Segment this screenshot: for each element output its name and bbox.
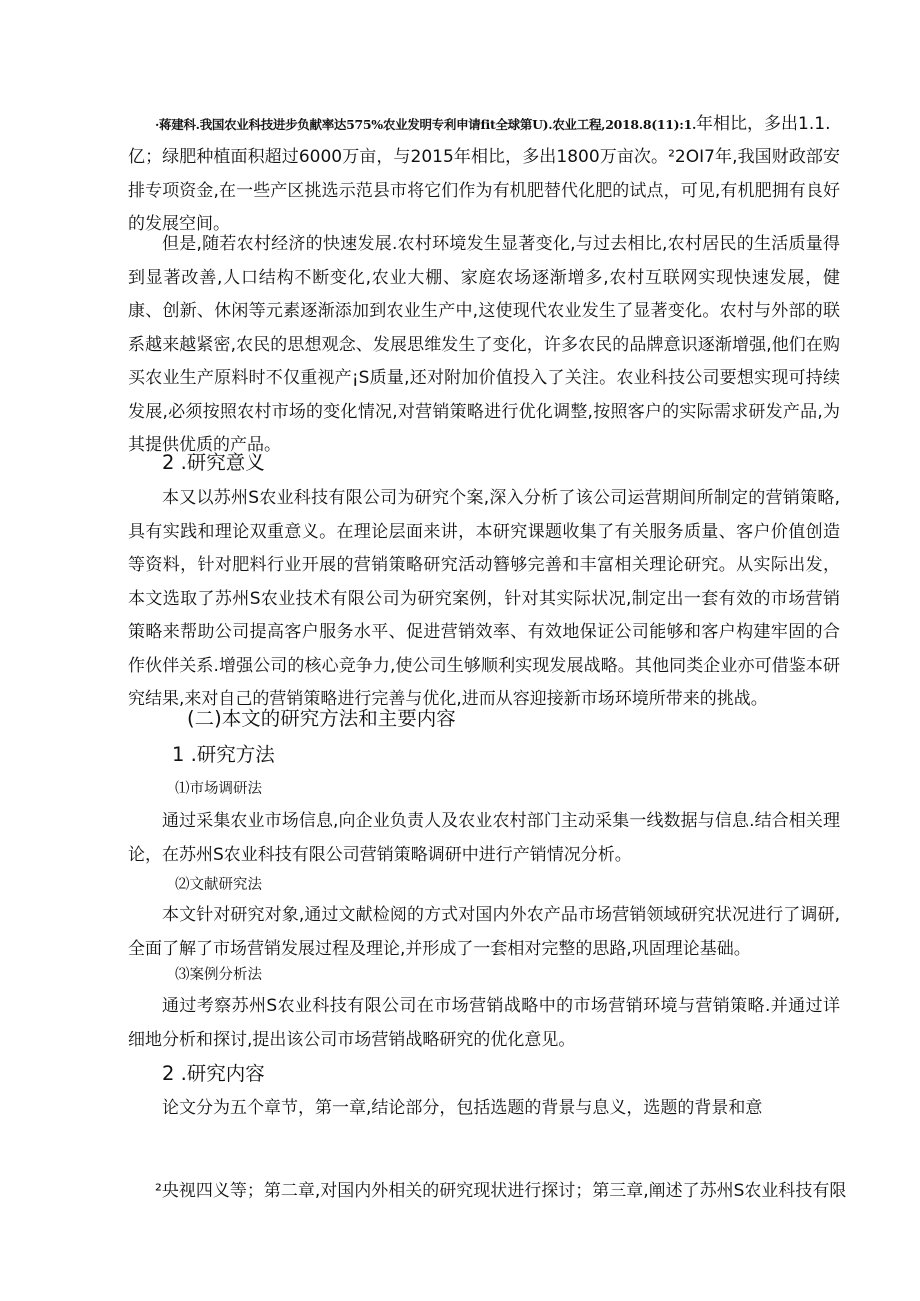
paragraph-content: 论文分为五个章节，第一章,结论部分，包括选题的背景与息义，选题的背景和意 [162, 1098, 763, 1118]
significance-section [128, 482, 840, 717]
method-1-section [128, 805, 840, 872]
method-2-text: 本文针对研究对象,通过文献检阅的方式对国内外农产品市场营销领域研究状况进行了调研,全面了解了市场营销发展过程及理论,并形成了一套相对完整的思路,巩固理论基础。 [128, 905, 840, 959]
paragraph-intro-cont: 亿；绿肥种植面积超过6000万亩，与2015年相比，多出1800万亩次。²2OI7年,我国财政部安排专项资金,在一些产区挑选示范县市将它们作为有机肥替代化肥的试点，可见,有机肥拥有良好的发展空间。 [128, 147, 840, 234]
heading-research-content: 2 .研究内容 [162, 1062, 265, 1085]
content-section [128, 1092, 840, 1126]
first-line [155, 108, 845, 141]
paragraph-significance: 本又以苏州S农业科技有限公司为研究个案,深入分析了该公司运营期间所制定的营销策略,具有实践和理论双重意义。在理论层面来讲，本研究课题收集了有关服务质量、客户价值创造等资料，针对肥料行业开展的营销策略研究活动簪够完善和丰富相关理论研究。从实际出发，本文选取了苏州S农业技术有限公司为研究案例，针对其实际状况,制定出一套有效的市场营销策略来帮助公司提高客户服务水平、促进营销效率、有效地保证公司能够和客户构建牢固的合作伙伴关系.增强公司的核心竞争力,使公司生够顺利实现发展战略。其他同类企业亦可借鉴本研究结果,来对自己的营销策略进行完善与优化,进而从容迎接新市场环境所带来的挑战。 [128, 488, 840, 709]
method-1-text: 通过采集农业市场信息,向企业负责人及农业农村部门主动采集一线数据与信息.结合相关理论，在苏州S农业科技有限公司营销策略调研中进行产销情况分析。 [128, 811, 840, 865]
footer-line: ²央视四义等；第二章,对国内外相关的研究现状进行探讨；第三章,阐述了苏州S农业科技有限 [155, 1181, 847, 1201]
first-line-text: 年相比，多出1.1. [696, 114, 831, 134]
change-section [128, 228, 840, 463]
footnote-reference: ·蒋建科.我国农业科技进步负献率达575%农业发明专利申请fit全球第U).农业工程,2018.8(11):1. [155, 117, 697, 132]
heading-methods-section: (二)本文的研究方法和主要内容 [187, 707, 456, 730]
heading-research-significance: 2 .研究意义 [162, 451, 265, 474]
method-3-text: 通过考察苏州S农业科技有限公司在市场营销战略中的市场营销环境与营销策略.并通过详细地分析和探讨,提出该公司市场营销战略研究的优化意见。 [128, 996, 840, 1050]
method-3-title: ⑶案例分析法 [175, 967, 262, 983]
heading-research-methods: 1 .研究方法 [172, 743, 275, 766]
intro-continuation [128, 141, 840, 242]
method-1-title: ⑴市场调研法 [175, 781, 262, 797]
method-2-title: ⑵文献研究法 [175, 877, 262, 893]
paragraph-rural-change: 但是,随若农村经济的快速发展.农村环境发生显著变化,与过去相比,农村居民的生活质量得到显著改善,人口结构不断变化,农业大棚、家庭农场逐渐增多,农村互联网实现快速发展，健康、创新、休闲等元素逐渐添加到农业生产中,这使现代农业发生了显著变化。农村与外部的联系越来越紧密,农民的思想观念、发展思维发生了变化，许多农民的品牌意识逐渐增强,他们在购买农业生产原料时不仅重视产¡S质量,还对附加价值投入了关注。农业科技公司要想实现可持续发展,必须按照农村市场的变化情况,对营销策略进行优化调整,按照客户的实际需求研发产品,为其提供优质的产品。 [128, 234, 840, 455]
method-3-section [128, 990, 840, 1057]
method-2-section [128, 899, 840, 966]
